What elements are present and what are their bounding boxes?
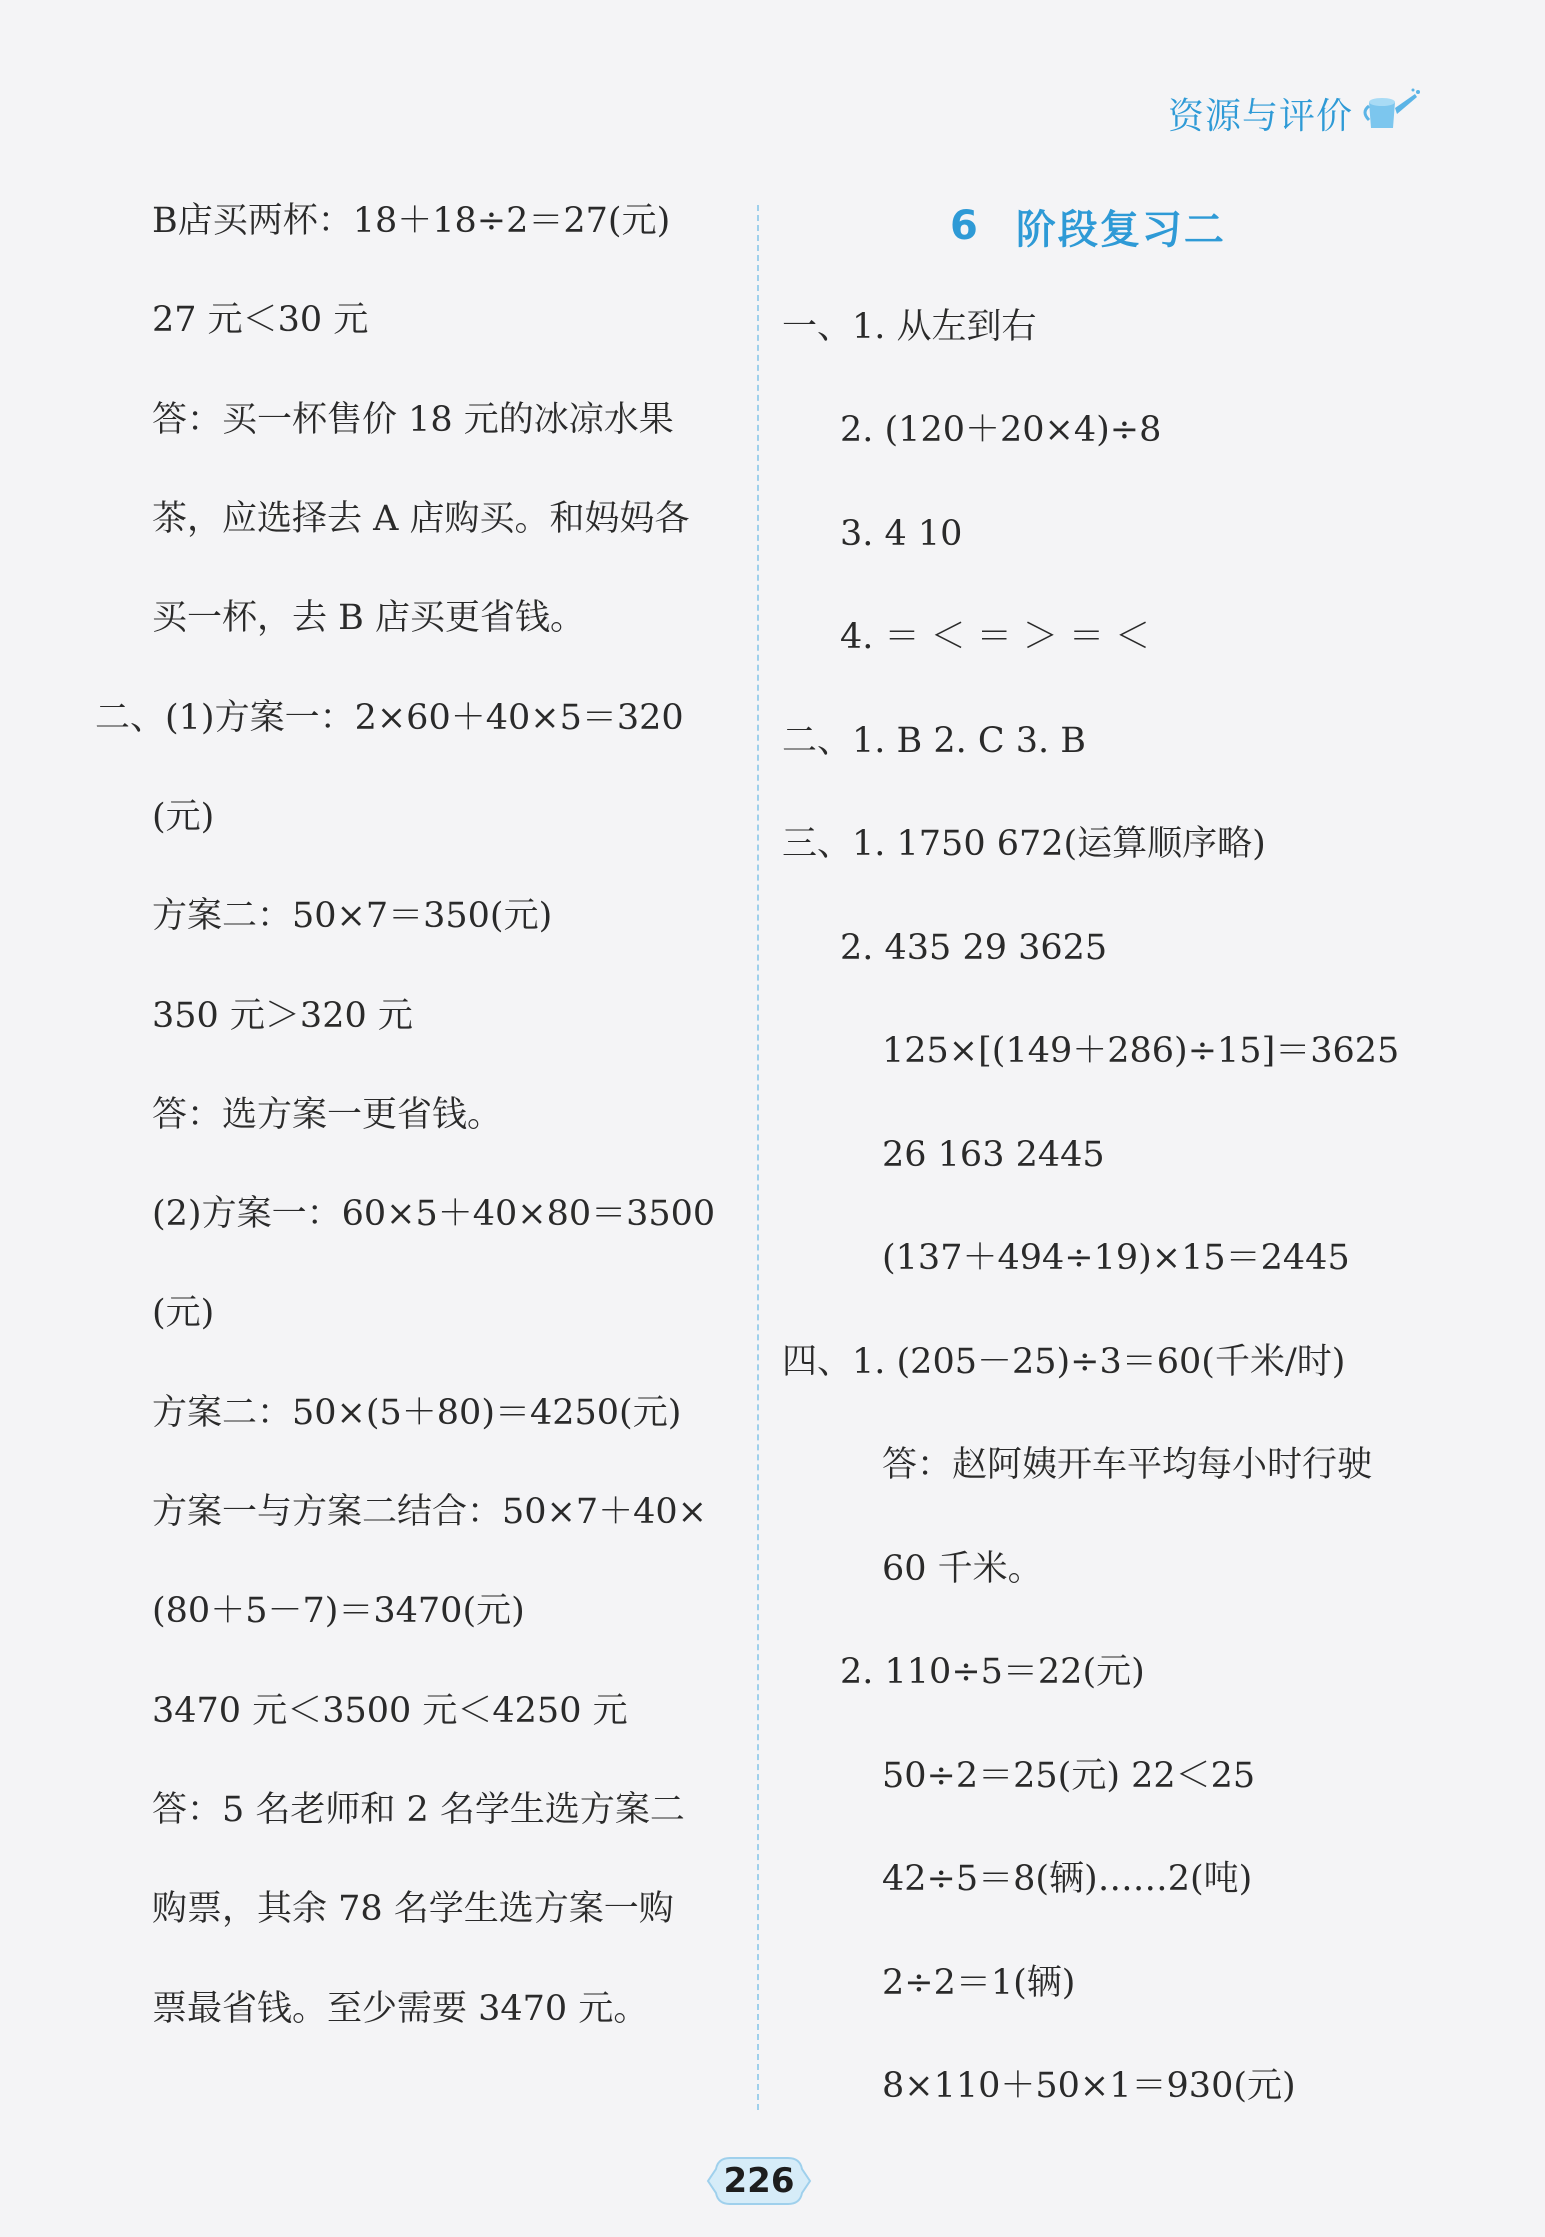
answer-line: 4. ＝ ＜ ＝ ＞ ＝ ＜	[840, 617, 1151, 657]
answer-line: (元)	[152, 1293, 215, 1333]
answer-line: 方案一与方案二结合：50×7＋40×	[152, 1492, 707, 1532]
answer-line: 二、(1)方案一：2×60＋40×5＝320	[95, 698, 684, 738]
section-number: 6	[950, 203, 980, 249]
answer-line: 买一杯，去 B 店买更省钱。	[152, 598, 585, 638]
answer-line: 一、1. 从左到右	[782, 307, 1037, 347]
answer-line: 8×110＋50×1＝930(元)	[882, 2066, 1296, 2106]
answer-line: 二、1. B 2. C 3. B	[782, 721, 1087, 761]
answer-line: 方案二：50×(5＋80)＝4250(元)	[152, 1393, 682, 1433]
answer-line: B店买两杯：18＋18÷2＝27(元)	[152, 201, 671, 241]
answer-line: 四、1. (205－25)÷3＝60(千米/时)	[782, 1342, 1346, 1382]
answer-line: 350 元＞320 元	[152, 996, 413, 1036]
answer-line: 茶，应选择去 A 店购买。和妈妈各	[152, 499, 690, 539]
answer-line: 27 元＜30 元	[152, 300, 369, 340]
answer-line: (2)方案一：60×5＋40×80＝3500	[152, 1194, 716, 1234]
page-number: 226	[723, 2161, 795, 2201]
answer-line: 26 163 2445	[882, 1135, 1105, 1175]
answer-line: 3. 4 10	[840, 514, 963, 554]
page-header	[1168, 88, 1421, 138]
section-title: 阶段复习二	[1015, 206, 1226, 253]
answer-line: 三、1. 1750 672(运算顺序略)	[782, 824, 1266, 864]
watering-can-icon	[1361, 88, 1421, 138]
column-divider	[757, 205, 759, 2110]
header-title: 资源与评价	[1167, 95, 1353, 137]
answer-line: 2. 435 29 3625	[840, 928, 1108, 968]
answer-line: 2. 110÷5＝22(元)	[840, 1652, 1145, 1692]
answer-line: 答：赵阿姨开车平均每小时行驶	[882, 1445, 1373, 1485]
answer-line: (137＋494÷19)×15＝2445	[882, 1238, 1350, 1278]
answer-line: 答：选方案一更省钱。	[152, 1095, 503, 1135]
answer-line: (80＋5－7)＝3470(元)	[152, 1591, 525, 1631]
answer-line: 答：买一杯售价 18 元的冰凉水果	[152, 400, 674, 440]
answer-line: 42÷5＝8(辆)……2(吨)	[882, 1859, 1253, 1899]
answer-line: 2÷2＝1(辆)	[882, 1963, 1076, 2003]
answer-line: 答：5 名老师和 2 名学生选方案二	[152, 1790, 685, 1830]
answer-line: 票最省钱。至少需要 3470 元。	[152, 1989, 649, 2029]
answer-line: 60 千米。	[882, 1549, 1043, 1589]
answer-line: 3470 元＜3500 元＜4250 元	[152, 1691, 628, 1731]
answer-line: 50÷2＝25(元) 22＜25	[882, 1756, 1256, 1796]
page-number-badge	[704, 2155, 814, 2207]
answer-line: 2. (120＋20×4)÷8	[840, 410, 1162, 450]
answer-line: 方案二：50×7＝350(元)	[152, 896, 553, 936]
answer-line: 125×[(149＋286)÷15]＝3625	[882, 1031, 1400, 1071]
section-heading	[950, 196, 1226, 256]
answer-line: 购票，其余 78 名学生选方案一购	[152, 1889, 674, 1929]
answer-line: (元)	[152, 797, 215, 837]
